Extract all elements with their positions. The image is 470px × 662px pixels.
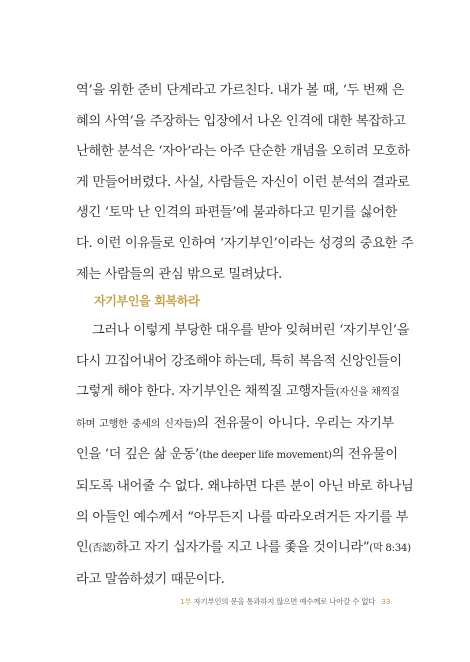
text-run: 의 전유물이 아니다. 우리는 자기부	[196, 415, 394, 431]
text-run: 그렇게 해야 한다. 자기부인은 채찍질 고행자들	[76, 384, 336, 400]
text-run: 하고 자기 십자가를 지고 나를 좇을 것이니라”	[115, 540, 370, 556]
parenthetical-note: 하며 고행한 중세의 신자들)	[76, 418, 197, 430]
text-line	[76, 409, 394, 441]
footer-chapter: 1부	[180, 597, 192, 606]
text-line	[76, 440, 398, 472]
text-line: 그러나 이렇게 부당한 대우를 받아 잊혀버린 ‘자기부인’을	[92, 323, 410, 338]
text-line: 혜의 사역’을 주장하는 입장에서 나온 인격에 대한 복잡하고	[76, 113, 406, 129]
text-line: 생긴 ‘토막 난 인격의 파편들’에 불과하다고 믿기를 싫어한	[76, 205, 398, 221]
page-number: 33	[381, 597, 391, 606]
text-line	[76, 533, 411, 565]
parenthetical-note: (자신을 채찍질	[335, 387, 400, 399]
parenthetical-note: (否認)	[88, 543, 116, 555]
paragraph-2	[76, 316, 414, 595]
text-line: 되도록 내어줄 수 없다. 왜냐하면 다른 분이 아닌 바로 하나님	[76, 478, 414, 494]
text-line: 난해한 분석은 ‘자아’라는 아주 단순한 개념을 오히려 모호하	[76, 144, 410, 160]
section-heading: 자기부인을 회복하라	[94, 294, 200, 308]
text-line: 게 만들어버렸다. 사실, 사람들은 자신이 이런 분석의 결과로	[76, 174, 410, 190]
text-line: 의 아들인 예수께서 “아무든지 나를 따라오려거든 자기를 부	[76, 509, 409, 525]
text-line: 라고 말씀하셨기 때문이다.	[76, 571, 225, 587]
parenthetical-note: (the deeper life movement)	[198, 450, 332, 462]
scripture-reference: (막 8:34)	[369, 543, 411, 555]
text-line: 역’을 위한 준비 단계라고 가르친다. 내가 볼 때, ‘두 번째 은	[76, 83, 405, 98]
text-line	[76, 377, 400, 409]
text-line: 다시 끄집어내어 강조해야 하는데, 특히 복음적 신앙인들이	[76, 353, 402, 369]
text-run: 인	[76, 540, 89, 556]
paragraph-1	[76, 76, 414, 290]
text-run: 인을 ‘더 깊은 삶 운동’	[76, 447, 199, 463]
text-line: 제는 사람들의 관심 밖으로 밀려났다.	[76, 266, 283, 282]
footer-title: 자기부인의 문을 통과하지 않으면 예수께로 나아갈 수 없다	[193, 597, 376, 606]
page-footer	[180, 596, 400, 607]
text-run: 의 전유물이	[331, 447, 398, 463]
text-line: 다. 이런 이유들로 인하여 ‘자기부인’이라는 성경의 중요한 주	[76, 235, 414, 251]
